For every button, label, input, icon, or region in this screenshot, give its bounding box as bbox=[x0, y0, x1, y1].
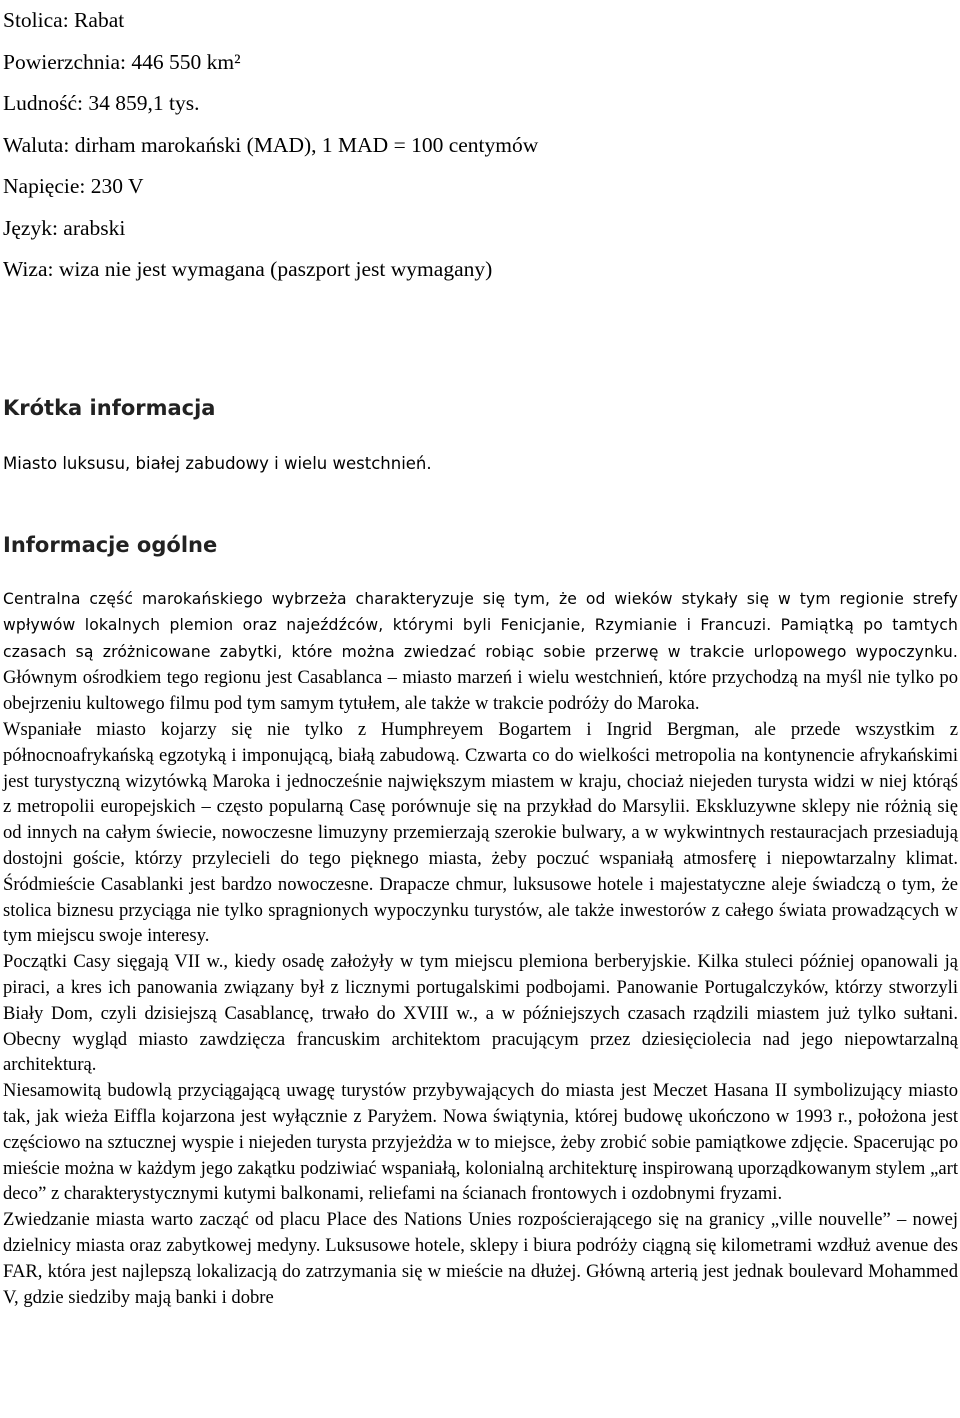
fact-currency: Waluta: dirham marokański (MAD), 1 MAD = 100 centymów bbox=[3, 132, 539, 157]
fact-area: Powierzchnia: 446 550 km² bbox=[3, 49, 241, 74]
fact-language: Język: arabski bbox=[3, 215, 126, 240]
paragraph-4: Zwiedzanie miasta warto zacząć od placu Place des Nations Unies rozpościerającego się na granicy „ville nouvelle” – nowej dzielnicy miasta oraz zabytkowej medyny. Luksusowe hotele, sklepy i biura podróży ciągną się kilometrami wzdłuż avenue des FAR, która jest najlepszą lokalizacją do zatrzymania się w mieście na dłużej. Główną arterią jest jednak boulevard Mohammed V, gdzie siedziby mają banki i dobre bbox=[3, 1209, 958, 1308]
fact-visa: Wiza: wiza nie jest wymagana (paszport jest wymagany) bbox=[3, 257, 493, 281]
fact-population: Ludność: 34 859,1 tys. bbox=[3, 91, 200, 115]
short-info-text: Miasto luksusu, białej zabudowy i wielu westchnień. bbox=[3, 454, 432, 473]
country-facts bbox=[3, 0, 538, 291]
paragraph-2: Początki Casy sięgają VII w., kiedy osadę założyły w tym miejscu plemiona berberyjskie. Kilka stuleci później opanowali ją piraci, a kres ich panowania związany był z licznymi portugalskimi podbojami. Panowanie Portugalczyków, którzy stworzyli Biały Dom, czyli dzisiejszą Casablancę, trwało do XVIII w., a w późniejszych czasach rządzili miastem już tylko sułtani. Obecny wygląd miasto zawdzięcza francuskim architektom pracującym przez dziesięciolecia nad jego niepowtarzalną architekturą. bbox=[3, 951, 958, 1076]
general-info-body bbox=[3, 587, 958, 1310]
intro-text-continued: Głównym ośrodkiem tego regionu jest Casablanca – miasto marzeń i wielu westchnień, które przychodzą na myśl nie tylko po obejrzeniu kultowego filmu pod tym samym tytułem, ale także w trakcie podróży do Maroka. bbox=[3, 667, 958, 715]
paragraph-3: Niesamowitą budowlą przyciągającą uwagę turystów przybywających do miasta jest Meczet Hasana II symbolizujący miasto tak, jak wieża Eiffla kojarzona jest wyłącznie z Paryżem. Nowa świątynia, której budowę ukończono w 1993 r., położona jest częściowo na sztucznej wyspie i niejeden turysta przyjeżdża w to miejsce, żeby zrobić sobie pamiątkowe zdjęcie. Spacerując po mieście można w każdym jego zakątku podziwiać wspaniałą, kolonialną architekturę inspirowaną uporządkowanym stylem „art deco” z charakterystycznymi kutymi balkonami, reliefami na ścianach frontowych i ozdobnymi fryzami. bbox=[3, 1080, 958, 1205]
fact-capital: Stolica: Rabat bbox=[3, 8, 125, 32]
intro-paragraph bbox=[3, 587, 958, 717]
fact-voltage: Napięcie: 230 V bbox=[3, 174, 144, 198]
intro-text: Centralna część marokańskiego wybrzeża charakteryzuje się tym, że od wieków stykały się w tym regionie strefy wpływów lokalnych plemion oraz najeźdźców, którymi byli Fenicjanie, Rzymianie i Francuzi. Pamiątką po tamtych czasach są zróżnicowane zabytki, które można zwiedzać robiąc sobie przerwę w trakcie urlopowego wypoczynku. bbox=[3, 590, 958, 661]
short-info-heading: Krótka informacja bbox=[3, 396, 216, 420]
paragraph-1: Wspaniałe miasto kojarzy się nie tylko z Humphreyem Bogartem i Ingrid Bergman, ale przede wszystkim z północnoafrykańską egzotyką i imponującą, białą zabudową. Czwarta co do wielkości metropolia na kontynencie afrykańskimi jest turystyczną wizytówką Maroka i jednocześnie największym miastem w kraju, chociaż niejeden turysta widzi w niej którąś z metropolii europejskich – często popularną Casę porównuje się na przykład do Marsylii. Ekskluzywne sklepy nie różnią się od innych na całym świecie, nowoczesne limuzyny przemierzają szerokie bulwary, a w wykwintnych restauracjach przesiadują dostojni goście, którzy przylecieli do tego pięknego miasta, żeby poczuć wspaniałą atmosferę i niepowtarzalny klimat. Śródmieście Casablanki jest bardzo nowoczesne. Drapacze chmur, luksusowe hotele i majestatyczne aleje świadczą o tym, że stolica biznesu przyciąga nie tylko spragnionych wypoczynku turystów, ale także inwestorów z całego świata prowadzących w tym miejscu swoje interesy. bbox=[3, 718, 958, 947]
general-info-heading: Informacje ogólne bbox=[3, 533, 218, 557]
